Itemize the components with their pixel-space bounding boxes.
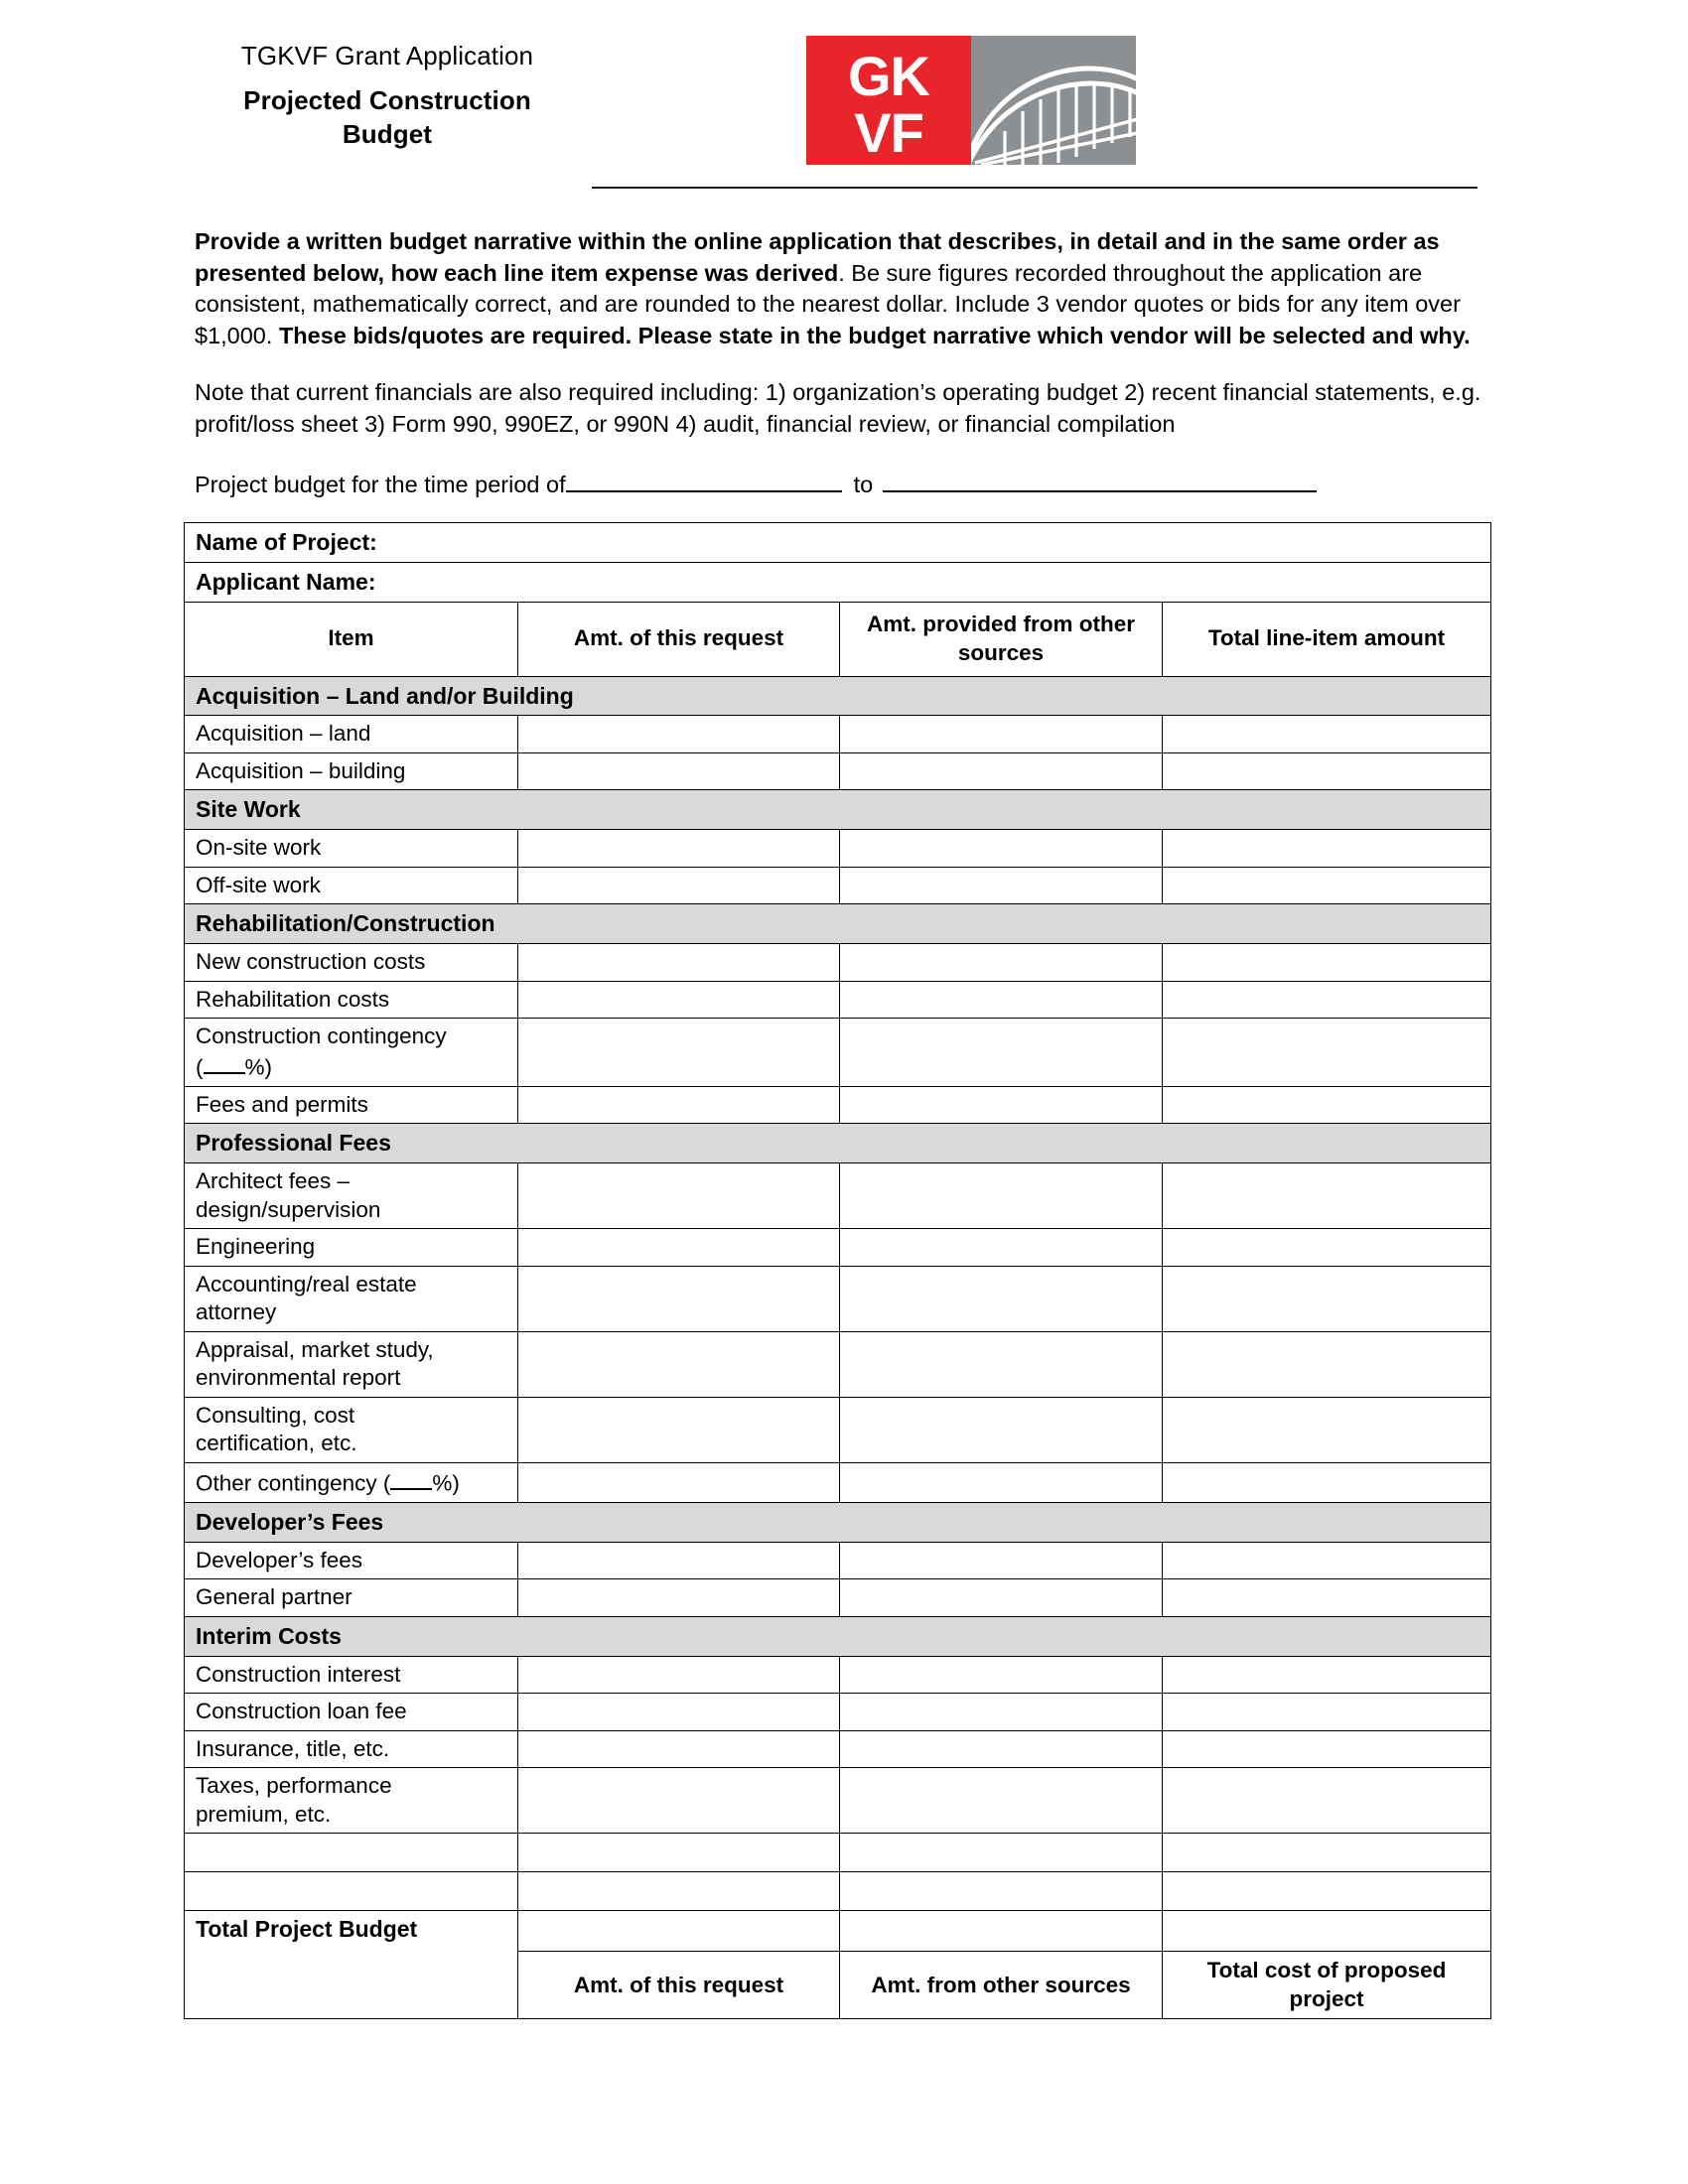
column-header-other-sources — [840, 602, 1163, 676]
total-project-budget-label-cell — [185, 1911, 518, 2019]
total-other-value-cell[interactable] — [840, 1911, 1163, 1952]
item-label — [185, 1267, 517, 1331]
table-row — [185, 1086, 1491, 1124]
item-label — [185, 1768, 517, 1833]
column-header-request — [518, 602, 840, 676]
amount-total-cell[interactable] — [1163, 944, 1491, 982]
intro-paragraph-2: Note that current financials are also required including: 1) organization’s operating budget 2) recent financial statements, e.g. profit/loss sheet 3) Form 990, 990EZ, or 990N 4) audit, financial review, or financial compilation — [195, 379, 1481, 437]
period-to-label: to — [853, 471, 874, 497]
table-row — [185, 1656, 1491, 1694]
amount-request-cell[interactable] — [518, 1463, 840, 1503]
section-header-cell — [185, 904, 1491, 944]
amount-total-cell[interactable] — [1163, 752, 1491, 790]
amount-total-cell[interactable] — [1163, 1229, 1491, 1267]
item-name-cell — [185, 1397, 518, 1462]
table-row — [185, 1542, 1491, 1579]
amount-request-cell[interactable] — [518, 1266, 840, 1331]
amount-request-cell[interactable] — [518, 981, 840, 1019]
table-row — [185, 716, 1491, 753]
item-label-line-2: environmental report — [196, 1365, 401, 1391]
amount-other-cell[interactable] — [840, 752, 1163, 790]
table-row — [185, 867, 1491, 904]
section-header-cell — [185, 676, 1491, 716]
item-label-line-1: Taxes, performance — [196, 1773, 392, 1799]
amount-other-cell[interactable] — [840, 1019, 1163, 1087]
intro-paragraph-1 — [195, 226, 1485, 351]
amount-request-cell[interactable] — [518, 1229, 840, 1267]
item-label: Insurance, title, etc. — [196, 1735, 390, 1761]
item-name-cell — [185, 830, 518, 868]
table-row — [185, 1162, 1491, 1228]
amount-total-cell[interactable] — [1163, 867, 1491, 904]
item-name-cell — [185, 1694, 518, 1731]
item-name-cell — [185, 981, 518, 1019]
item-name-cell — [185, 752, 518, 790]
total-footer-total-line-2: project — [1289, 1985, 1364, 2011]
item-label: Construction loan fee — [196, 1699, 407, 1724]
amount-total-cell[interactable] — [1163, 1162, 1491, 1228]
amount-request-cell[interactable] — [518, 1542, 840, 1579]
section-heading: Interim Costs — [196, 1622, 342, 1649]
item-label: Acquisition – land — [196, 721, 371, 747]
section-header-cell — [185, 1616, 1491, 1656]
amount-other-cell[interactable] — [840, 867, 1163, 904]
amount-request-cell[interactable] — [518, 1331, 840, 1397]
column-header-total-label: Total line-item amount — [1207, 625, 1446, 651]
amount-request-cell[interactable] — [518, 716, 840, 753]
section-header-cell — [185, 790, 1491, 830]
total-project-budget-label: Total Project Budget — [196, 1916, 418, 1943]
section-header-cell — [185, 1502, 1491, 1542]
amount-other-cell[interactable] — [840, 944, 1163, 982]
section-header-cell — [185, 1124, 1491, 1163]
amount-other-cell[interactable] — [840, 1834, 1163, 1872]
item-name-cell — [185, 1229, 518, 1267]
item-label: Construction interest — [196, 1661, 401, 1687]
table-row — [185, 1266, 1491, 1331]
applicant-name-cell[interactable] — [185, 562, 1491, 602]
amount-other-cell[interactable] — [840, 981, 1163, 1019]
item-label-line-1: Appraisal, market study, — [196, 1336, 434, 1362]
item-name-cell — [185, 1019, 518, 1087]
amount-request-cell[interactable] — [518, 1872, 840, 1911]
item-label-line-1: Accounting/real estate — [196, 1271, 417, 1297]
item-label — [185, 1332, 517, 1397]
amount-request-cell[interactable] — [518, 944, 840, 982]
section-heading: Rehabilitation/Construction — [196, 910, 495, 937]
section-header-row — [185, 1124, 1491, 1163]
section-header-row — [185, 676, 1491, 716]
page-title-secondary: Projected Construction Budget — [243, 85, 531, 150]
amount-request-cell[interactable] — [518, 1656, 840, 1694]
item-name-cell — [185, 1542, 518, 1579]
item-name-cell — [185, 1768, 518, 1834]
item-label-line-2: premium, etc. — [196, 1801, 332, 1827]
item-name-cell — [185, 1656, 518, 1694]
amount-other-cell[interactable] — [840, 1162, 1163, 1228]
item-label — [185, 1398, 517, 1462]
svg-text:VF: VF — [854, 101, 923, 164]
amount-request-cell[interactable] — [518, 1162, 840, 1228]
intro-p1-bold-b: These bids/quotes are required. Please state in the budget narrative which vendor will be selected and why. — [278, 322, 1471, 348]
section-heading: Site Work — [196, 796, 301, 823]
section-heading: Acquisition – Land and/or Building — [196, 682, 574, 709]
item-label-line-1: Consulting, cost — [196, 1402, 355, 1428]
amount-request-cell[interactable] — [518, 1019, 840, 1087]
table-row — [185, 1579, 1491, 1617]
column-header-item-label: Item — [328, 625, 374, 651]
total-footer-other-label: Amt. from other sources — [871, 1972, 1131, 1997]
item-name-cell — [185, 1730, 518, 1768]
section-header-row — [185, 1502, 1491, 1542]
total-footer-request — [518, 1952, 840, 2019]
amount-total-cell[interactable] — [1163, 1768, 1491, 1834]
item-name-cell — [185, 867, 518, 904]
item-label: New construction costs — [196, 949, 426, 974]
item-label — [185, 1163, 517, 1228]
item-label: Off-site work — [196, 872, 321, 897]
budget-period-prefix: Project budget for the time period of — [195, 471, 566, 497]
page-title-primary: TGKVF Grant Application — [240, 41, 534, 70]
item-label-line-1: Architect fees – — [196, 1167, 351, 1193]
name-of-project-label: Name of Project: — [196, 529, 377, 555]
period-end-blank[interactable] — [883, 467, 1317, 492]
colhead-other-line-2: other sources — [957, 612, 1136, 665]
item-name-cell[interactable] — [185, 1834, 518, 1872]
item-label: On-site work — [196, 835, 322, 861]
item-name-cell — [185, 716, 518, 753]
table-row — [185, 1229, 1491, 1267]
amount-request-cell[interactable] — [518, 1694, 840, 1731]
amount-other-cell[interactable] — [840, 716, 1163, 753]
amount-other-cell[interactable] — [840, 830, 1163, 868]
amount-other-cell[interactable] — [840, 1229, 1163, 1267]
amount-other-cell[interactable] — [840, 1463, 1163, 1503]
amount-total-cell[interactable] — [1163, 1730, 1491, 1768]
item-label: Rehabilitation costs — [196, 986, 390, 1012]
total-project-value-cell[interactable] — [1163, 1911, 1491, 1952]
table-column-header-row — [185, 602, 1491, 676]
item-label: Engineering — [196, 1234, 316, 1260]
colhead-other-line-1: Amt. provided from — [866, 612, 1073, 637]
column-header-other-sources-label — [840, 605, 1162, 673]
amount-total-cell[interactable] — [1163, 1019, 1491, 1087]
logo-gray-panel — [971, 36, 1136, 165]
amount-request-cell[interactable] — [518, 830, 840, 868]
table-row-applicant-name — [185, 562, 1491, 602]
amount-total-cell[interactable] — [1163, 1086, 1491, 1124]
amount-other-cell[interactable] — [840, 1331, 1163, 1397]
item-label: General partner — [196, 1584, 352, 1610]
item-name-cell — [185, 1331, 518, 1397]
amount-other-cell[interactable] — [840, 1266, 1163, 1331]
amount-request-cell[interactable] — [518, 867, 840, 904]
column-header-item — [185, 602, 518, 676]
amount-request-cell[interactable] — [518, 1579, 840, 1617]
table-row — [185, 1694, 1491, 1731]
amount-total-cell[interactable] — [1163, 1656, 1491, 1694]
logo-letters-icon — [806, 36, 971, 165]
item-name-cell[interactable] — [185, 1872, 518, 1911]
item-label-line-2: attorney — [196, 1299, 277, 1325]
title-block — [199, 40, 576, 152]
bridge-icon — [971, 36, 1136, 165]
table-row — [185, 944, 1491, 982]
table-row — [185, 981, 1491, 1019]
amount-total-cell[interactable] — [1163, 1579, 1491, 1617]
amount-other-cell[interactable] — [840, 1397, 1163, 1462]
amount-total-cell[interactable] — [1163, 1463, 1491, 1503]
item-name-cell — [185, 944, 518, 982]
amount-request-cell[interactable] — [518, 1730, 840, 1768]
amount-total-cell[interactable] — [1163, 716, 1491, 753]
amount-other-cell[interactable] — [840, 1694, 1163, 1731]
header-divider — [592, 187, 1477, 189]
item-label-line-2: ( %) — [196, 1051, 509, 1082]
amount-other-cell[interactable] — [840, 1656, 1163, 1694]
table-row — [185, 752, 1491, 790]
item-name-cell — [185, 1579, 518, 1617]
section-heading: Professional Fees — [196, 1130, 391, 1157]
amount-request-cell[interactable] — [518, 752, 840, 790]
amount-total-cell[interactable] — [1163, 830, 1491, 868]
amount-request-cell[interactable] — [518, 1397, 840, 1462]
table-row — [185, 830, 1491, 868]
document-header — [0, 0, 1688, 208]
item-label: Fees and permits — [196, 1091, 368, 1117]
amount-total-cell[interactable] — [1163, 1331, 1491, 1397]
item-label-line-1: Construction contingency — [196, 1024, 447, 1049]
amount-other-cell[interactable] — [840, 1730, 1163, 1768]
intro-text-block — [195, 226, 1485, 500]
total-request-value-cell[interactable] — [518, 1911, 840, 1952]
amount-other-cell[interactable] — [840, 1086, 1163, 1124]
column-header-request-label: Amt. of this request — [573, 625, 784, 651]
amount-total-cell[interactable] — [1163, 981, 1491, 1019]
table-row — [185, 1463, 1491, 1503]
total-footer-total-label — [1163, 1952, 1490, 2018]
amount-total-cell[interactable] — [1163, 1542, 1491, 1579]
table-row — [185, 1019, 1491, 1087]
contingency-percent-blank[interactable] — [204, 1051, 245, 1074]
applicant-name-label: Applicant Name: — [196, 568, 376, 595]
item-label-line-2: certification, etc. — [196, 1431, 357, 1456]
item-label-line-2: design/supervision — [196, 1196, 381, 1222]
name-of-project-cell[interactable] — [185, 523, 1491, 563]
amount-total-cell[interactable] — [1163, 1834, 1491, 1872]
amount-other-cell[interactable] — [840, 1768, 1163, 1834]
item-name-cell — [185, 1162, 518, 1228]
total-footer-other — [840, 1952, 1163, 2019]
table-row — [185, 1397, 1491, 1462]
amount-total-cell[interactable] — [1163, 1694, 1491, 1731]
table-row-name-of-project — [185, 523, 1491, 563]
amount-other-cell[interactable] — [840, 1579, 1163, 1617]
amount-total-cell[interactable] — [1163, 1266, 1491, 1331]
amount-other-cell[interactable] — [840, 1542, 1163, 1579]
item-label: Acquisition – building — [196, 757, 406, 783]
column-header-total — [1163, 602, 1491, 676]
item-name-cell — [185, 1463, 518, 1503]
item-label: Developer’s fees — [196, 1547, 363, 1572]
section-header-row — [185, 1616, 1491, 1656]
table-row-blank — [185, 1834, 1491, 1872]
svg-text:GK: GK — [848, 45, 929, 107]
section-header-row — [185, 790, 1491, 830]
construction-budget-table — [184, 522, 1491, 2019]
logo-red-panel — [806, 36, 971, 165]
item-name-cell — [185, 1266, 518, 1331]
amount-request-cell[interactable] — [518, 1834, 840, 1872]
amount-total-cell[interactable] — [1163, 1872, 1491, 1911]
item-label: Other contingency ( %) — [185, 1463, 517, 1502]
table-row — [185, 1730, 1491, 1768]
amount-total-cell[interactable] — [1163, 1397, 1491, 1462]
item-name-cell — [185, 1086, 518, 1124]
gkvf-logo — [806, 36, 1136, 165]
total-footer-total-line-1: Total cost of proposed — [1206, 1958, 1447, 1983]
intro-p1-bold-a: Provide a written budget narrative within the online application that describes, in detail and in the same order as presented below, how each line item expense was derived — [195, 228, 1440, 286]
total-project-budget-row — [185, 1911, 1491, 1952]
other-contingency-percent-blank[interactable] — [390, 1467, 432, 1490]
period-start-blank[interactable] — [566, 467, 842, 492]
section-heading: Developer’s Fees — [196, 1508, 384, 1535]
intro-p1-plain: . Be sure figures recorded throughout the application are consistent, mathematically correct, and are rounded to the nearest dollar. Include 3 vendor quotes or bids for any item over $1,000. — [195, 259, 1461, 348]
section-header-row — [185, 904, 1491, 944]
amount-request-cell[interactable] — [518, 1768, 840, 1834]
budget-period-line — [195, 467, 1485, 501]
total-footer-request-label: Amt. of this request — [573, 1972, 784, 1997]
table-row-blank — [185, 1872, 1491, 1911]
amount-request-cell[interactable] — [518, 1086, 840, 1124]
amount-other-cell[interactable] — [840, 1872, 1163, 1911]
table-row — [185, 1768, 1491, 1834]
total-footer-total — [1163, 1952, 1491, 2019]
item-label — [185, 1019, 517, 1086]
table-row — [185, 1331, 1491, 1397]
